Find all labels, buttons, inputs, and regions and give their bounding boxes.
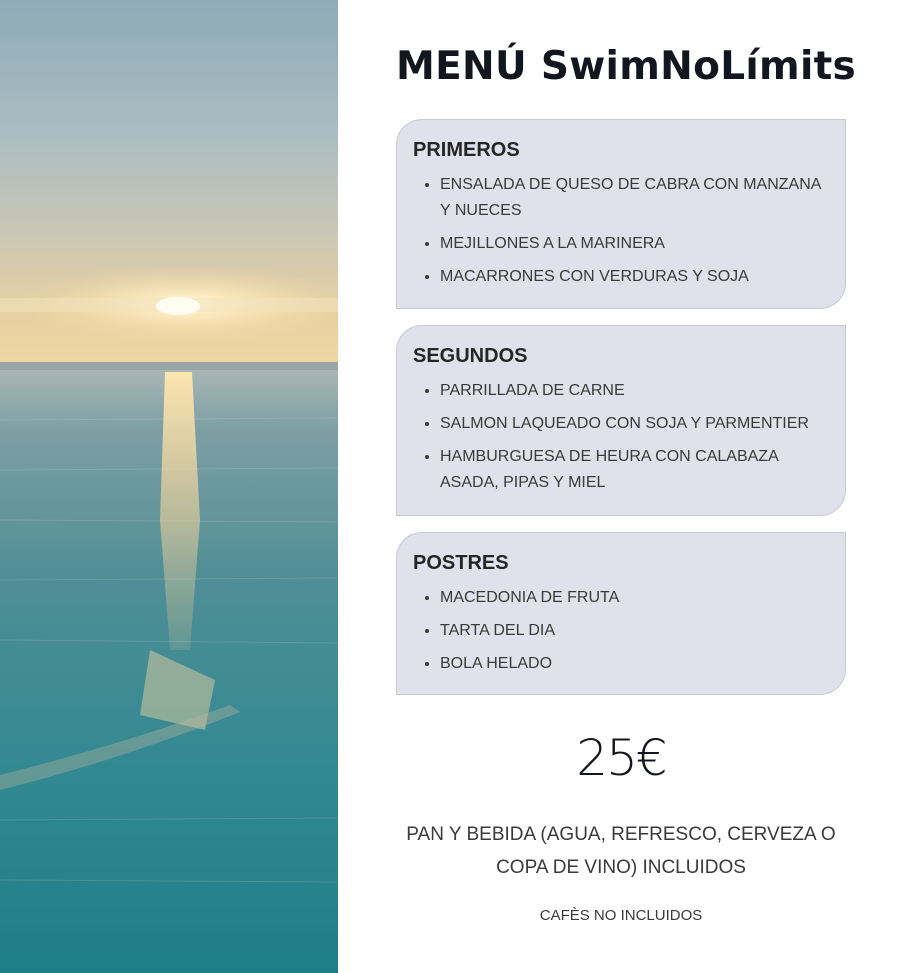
excludes-note: CAFÈS NO INCLUIDOS bbox=[539, 907, 703, 924]
menu-price: 25€ bbox=[576, 729, 666, 787]
dish-list bbox=[413, 585, 829, 677]
dish-list bbox=[413, 172, 829, 290]
list-item: • SALMON LAQUEADO CON SOJA Y PARMENTIER bbox=[440, 411, 829, 437]
list-item: • MACEDONIA DE FRUTA bbox=[440, 585, 829, 611]
sunset-sea-image bbox=[0, 0, 338, 973]
includes-note: PAN Y BEBIDA (AGUA, REFRESCO, CERVEZA O COPA DE VINO) INCLUIDOS bbox=[406, 824, 836, 878]
list-item: • BOLA HELADO bbox=[440, 651, 829, 677]
section-heading: SEGUNDOS bbox=[413, 345, 528, 367]
list-item: • ENSALADA DE QUESO DE CABRA CON MANZANA Y NUECES bbox=[440, 172, 829, 224]
list-item: • MEJILLONES A LA MARINERA bbox=[440, 231, 829, 257]
list-item: • PARRILLADA DE CARNE bbox=[440, 378, 829, 404]
menu-section-postres bbox=[396, 532, 846, 695]
menu-section-segundos bbox=[396, 325, 846, 516]
dish-list bbox=[413, 378, 829, 496]
section-heading: POSTRES bbox=[413, 552, 509, 574]
section-heading: PRIMEROS bbox=[413, 139, 520, 161]
list-item: • MACARRONES CON VERDURAS Y SOJA bbox=[440, 264, 829, 290]
menu-content bbox=[338, 0, 898, 973]
list-item: • TARTA DEL DIA bbox=[440, 618, 829, 644]
list-item: • HAMBURGUESA DE HEURA CON CALABAZA ASADA, PIPAS Y MIEL bbox=[440, 444, 829, 496]
page-title: MENÚ SwimNoLímits bbox=[396, 44, 857, 89]
menu-section-primeros bbox=[396, 119, 846, 309]
sunset-sea-photo bbox=[0, 0, 338, 973]
